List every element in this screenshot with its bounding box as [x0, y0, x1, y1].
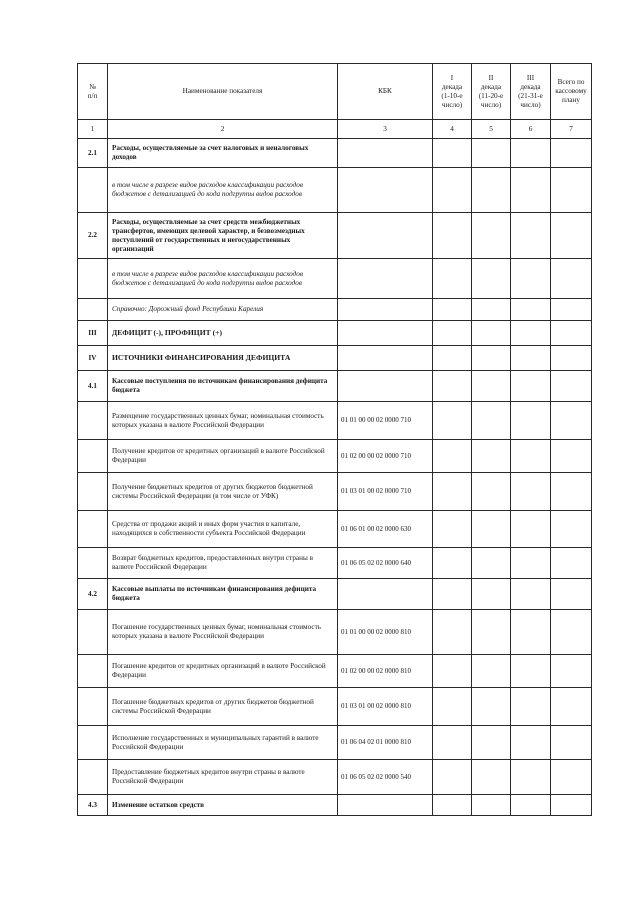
row-decade-2-cell	[472, 726, 511, 760]
row-decade-2-cell	[472, 548, 511, 579]
table-row	[78, 548, 592, 579]
row-number: III	[78, 321, 108, 346]
column-number-row	[78, 120, 592, 139]
row-name: Возврат бюджетных кредитов, предоставленных внутри страны в валюте Российской Федерации	[108, 548, 338, 579]
row-decade-1-cell	[433, 655, 472, 688]
row-number: 4.1	[78, 371, 108, 402]
row-total-cell	[551, 795, 592, 816]
row-kbk: 01 01 00 00 02 0000 710	[338, 402, 433, 440]
colnum-6: 6	[511, 120, 551, 139]
table-row	[78, 346, 592, 371]
row-decade-1-cell	[433, 579, 472, 610]
row-decade-2-cell	[472, 371, 511, 402]
row-decade-3-cell	[511, 610, 551, 655]
row-total-cell	[551, 473, 592, 511]
row-decade-3-cell	[511, 346, 551, 371]
row-decade-1-cell	[433, 371, 472, 402]
row-decade-2-cell	[472, 655, 511, 688]
row-total-cell	[551, 655, 592, 688]
row-number: 4.3	[78, 795, 108, 816]
row-decade-2-cell	[472, 511, 511, 548]
table-row	[78, 402, 592, 440]
cash-plan-table	[77, 63, 592, 816]
table-row	[78, 579, 592, 610]
header-decade-2: II декада (11-20-е число)	[472, 64, 511, 120]
row-name: Размещение государственных ценных бумаг, номинальная стоимость которых указана в валюте Российской Федерации	[108, 402, 338, 440]
row-number: 2.1	[78, 139, 108, 168]
row-decade-3-cell	[511, 726, 551, 760]
row-total-cell	[551, 760, 592, 795]
row-number: 4.2	[78, 579, 108, 610]
row-name: Предоставление бюджетных кредитов внутри страны в валюте Российской Федерации	[108, 760, 338, 795]
table-row	[78, 726, 592, 760]
row-decade-1-cell	[433, 726, 472, 760]
row-kbk	[338, 795, 433, 816]
row-name: Погашение бюджетных кредитов от других бюджетов бюджетной системы Российской Федерации	[108, 688, 338, 726]
table-row	[78, 473, 592, 511]
row-decade-3-cell	[511, 402, 551, 440]
row-number	[78, 726, 108, 760]
row-number	[78, 511, 108, 548]
row-number	[78, 402, 108, 440]
row-name: Кассовые поступления по источникам финансирования дефицита бюджета	[108, 371, 338, 402]
row-kbk	[338, 299, 433, 321]
table-row	[78, 795, 592, 816]
header-total: Всего по кассовому плану	[551, 64, 592, 120]
row-decade-3-cell	[511, 321, 551, 346]
row-kbk	[338, 168, 433, 213]
colnum-1: 1	[78, 120, 108, 139]
row-total-cell	[551, 610, 592, 655]
row-decade-1-cell	[433, 511, 472, 548]
row-kbk: 01 03 01 00 02 0000 810	[338, 688, 433, 726]
colnum-7: 7	[551, 120, 592, 139]
row-kbk: 01 06 01 00 02 0000 630	[338, 511, 433, 548]
row-total-cell	[551, 579, 592, 610]
row-total-cell	[551, 726, 592, 760]
table-row	[78, 655, 592, 688]
row-number	[78, 688, 108, 726]
row-number	[78, 548, 108, 579]
row-total-cell	[551, 688, 592, 726]
row-decade-1-cell	[433, 440, 472, 473]
row-decade-2-cell	[472, 299, 511, 321]
table-row	[78, 168, 592, 213]
row-total-cell	[551, 213, 592, 259]
table-row	[78, 371, 592, 402]
row-decade-1-cell	[433, 168, 472, 213]
row-name: Средства от продажи акций и иных форм участия в капитале, находящихся в собственности субъекта Российской Федерации	[108, 511, 338, 548]
row-decade-3-cell	[511, 168, 551, 213]
row-total-cell	[551, 511, 592, 548]
row-decade-1-cell	[433, 321, 472, 346]
table-row	[78, 321, 592, 346]
row-kbk: 01 02 00 00 02 0000 810	[338, 655, 433, 688]
header-kbk: КБК	[338, 64, 433, 120]
row-number	[78, 655, 108, 688]
row-number	[78, 259, 108, 299]
row-decade-3-cell	[511, 548, 551, 579]
row-decade-1-cell	[433, 548, 472, 579]
table-row	[78, 299, 592, 321]
row-kbk: 01 02 00 00 02 0000 710	[338, 440, 433, 473]
row-decade-2-cell	[472, 139, 511, 168]
row-decade-3-cell	[511, 760, 551, 795]
row-decade-3-cell	[511, 655, 551, 688]
row-number: 2.2	[78, 213, 108, 259]
row-decade-1-cell	[433, 688, 472, 726]
row-decade-2-cell	[472, 473, 511, 511]
row-number	[78, 610, 108, 655]
table-row	[78, 139, 592, 168]
row-kbk	[338, 346, 433, 371]
row-name: Погашение кредитов от кредитных организаций в валюте Российской Федерации	[108, 655, 338, 688]
row-name: в том числе в разрезе видов расходов классификации расходов бюджетов с детализацией до кода подгруппы видов расходов	[108, 259, 338, 299]
row-kbk	[338, 259, 433, 299]
row-decade-2-cell	[472, 440, 511, 473]
row-decade-2-cell	[472, 760, 511, 795]
table-row	[78, 610, 592, 655]
row-decade-3-cell	[511, 579, 551, 610]
row-decade-1-cell	[433, 402, 472, 440]
row-decade-3-cell	[511, 511, 551, 548]
row-decade-3-cell	[511, 795, 551, 816]
row-decade-1-cell	[433, 139, 472, 168]
table-row	[78, 213, 592, 259]
row-decade-1-cell	[433, 760, 472, 795]
row-decade-1-cell	[433, 259, 472, 299]
row-kbk	[338, 139, 433, 168]
row-decade-2-cell	[472, 346, 511, 371]
table-row	[78, 511, 592, 548]
row-decade-3-cell	[511, 371, 551, 402]
row-name: Погашение государственных ценных бумаг, номинальная стоимость которых указана в валюте Российской Федерации	[108, 610, 338, 655]
row-total-cell	[551, 371, 592, 402]
table-row	[78, 760, 592, 795]
row-kbk	[338, 213, 433, 259]
row-decade-3-cell	[511, 259, 551, 299]
row-decade-2-cell	[472, 402, 511, 440]
row-name: Расходы, осуществляемые за счет средств межбюджетных трансфертов, имеющих целевой характер, и безвозмездных поступлений от государственных и негосударственных организаций	[108, 213, 338, 259]
row-decade-1-cell	[433, 346, 472, 371]
row-decade-2-cell	[472, 321, 511, 346]
row-total-cell	[551, 346, 592, 371]
row-total-cell	[551, 321, 592, 346]
table-row	[78, 440, 592, 473]
row-number	[78, 760, 108, 795]
row-decade-3-cell	[511, 688, 551, 726]
row-decade-3-cell	[511, 299, 551, 321]
row-total-cell	[551, 299, 592, 321]
row-decade-2-cell	[472, 168, 511, 213]
row-decade-1-cell	[433, 299, 472, 321]
row-decade-2-cell	[472, 610, 511, 655]
row-decade-3-cell	[511, 473, 551, 511]
row-kbk	[338, 371, 433, 402]
row-name: Получение кредитов от кредитных организаций в валюте Российской Федерации	[108, 440, 338, 473]
header-name: Наименование показателя	[108, 64, 338, 120]
colnum-3: 3	[338, 120, 433, 139]
row-decade-3-cell	[511, 139, 551, 168]
row-number	[78, 168, 108, 213]
row-decade-1-cell	[433, 473, 472, 511]
colnum-2: 2	[108, 120, 338, 139]
table-header-row	[78, 64, 592, 120]
row-total-cell	[551, 548, 592, 579]
row-decade-2-cell	[472, 259, 511, 299]
row-kbk	[338, 321, 433, 346]
row-number: IV	[78, 346, 108, 371]
row-kbk: 01 06 04 02 01 0000 810	[338, 726, 433, 760]
colnum-4: 4	[433, 120, 472, 139]
header-num: № п/п	[78, 64, 108, 120]
table-row	[78, 688, 592, 726]
row-name: ИСТОЧНИКИ ФИНАНСИРОВАНИЯ ДЕФИЦИТА	[108, 346, 338, 371]
row-name: Исполнение государственных и муниципальных гарантий в валюте Российской Федерации	[108, 726, 338, 760]
header-decade-3: III декада (21-31-е число)	[511, 64, 551, 120]
row-name: Расходы, осуществляемые за счет налоговых и неналоговых доходов	[108, 139, 338, 168]
row-total-cell	[551, 168, 592, 213]
row-decade-3-cell	[511, 440, 551, 473]
row-decade-2-cell	[472, 795, 511, 816]
row-total-cell	[551, 440, 592, 473]
row-decade-2-cell	[472, 688, 511, 726]
table-row	[78, 259, 592, 299]
row-kbk: 01 06 05 02 02 0000 640	[338, 548, 433, 579]
row-number	[78, 299, 108, 321]
row-number	[78, 473, 108, 511]
row-name: Кассовые выплаты по источникам финансирования дефицита бюджета	[108, 579, 338, 610]
row-kbk	[338, 579, 433, 610]
row-decade-1-cell	[433, 213, 472, 259]
row-decade-2-cell	[472, 579, 511, 610]
row-name: Изменение остатков средств	[108, 795, 338, 816]
row-decade-1-cell	[433, 610, 472, 655]
colnum-5: 5	[472, 120, 511, 139]
row-name: в том числе в разрезе видов расходов классификации расходов бюджетов с детализацией до кода подгруппы видов расходов	[108, 168, 338, 213]
row-name: Справочно: Дорожный фонд Республики Карелия	[108, 299, 338, 321]
header-decade-1: I декада (1-10-е число)	[433, 64, 472, 120]
row-total-cell	[551, 402, 592, 440]
row-total-cell	[551, 139, 592, 168]
row-name: ДЕФИЦИТ (-), ПРОФИЦИТ (+)	[108, 321, 338, 346]
row-kbk: 01 03 01 00 02 0000 710	[338, 473, 433, 511]
row-decade-2-cell	[472, 213, 511, 259]
row-number	[78, 440, 108, 473]
row-decade-3-cell	[511, 213, 551, 259]
row-name: Получение бюджетных кредитов от других бюджетов бюджетной системы Российской Федерации (в том числе от УФК)	[108, 473, 338, 511]
row-decade-1-cell	[433, 795, 472, 816]
row-total-cell	[551, 259, 592, 299]
row-kbk: 01 06 05 02 02 0000 540	[338, 760, 433, 795]
row-kbk: 01 01 00 00 02 0000 810	[338, 610, 433, 655]
